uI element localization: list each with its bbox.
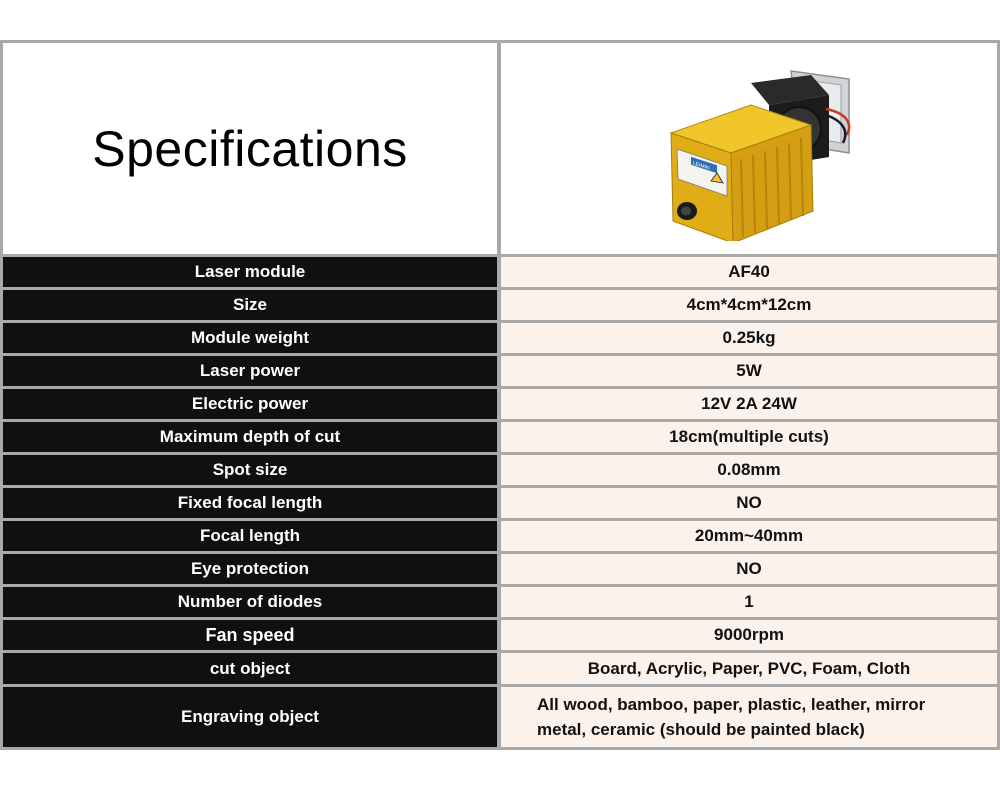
page-title: Specifications (92, 120, 408, 177)
spec-row (3, 488, 997, 518)
laser-module-image (661, 61, 871, 241)
spec-row (3, 554, 997, 584)
spec-label: Size (3, 290, 497, 320)
spec-row (3, 521, 997, 551)
spec-sheet (0, 40, 1000, 750)
spec-label: Maximum depth of cut (3, 422, 497, 452)
spec-row (3, 257, 997, 287)
spec-label: Spot size (3, 455, 497, 485)
spec-label: Fixed focal length (3, 488, 497, 518)
spec-value: 18cm(multiple cuts) (501, 422, 997, 452)
spec-value: NO (501, 488, 997, 518)
spec-row (3, 687, 997, 747)
spec-value: AF40 (501, 257, 997, 287)
spec-value: 0.25kg (501, 323, 997, 353)
spec-label: Laser power (3, 356, 497, 386)
spec-label: Module weight (3, 323, 497, 353)
spec-row (3, 422, 997, 452)
spec-row (3, 620, 997, 650)
spec-value: 9000rpm (501, 620, 997, 650)
spec-value: 4cm*4cm*12cm (501, 290, 997, 320)
spec-row (3, 356, 997, 386)
spec-label: Number of diodes (3, 587, 497, 617)
spec-label: Eye protection (3, 554, 497, 584)
spec-row (3, 653, 997, 684)
spec-label: Laser module (3, 257, 497, 287)
title-cell (3, 43, 497, 254)
spec-value: NO (501, 554, 997, 584)
spec-label: Engraving object (3, 687, 497, 747)
spec-row (3, 290, 997, 320)
spec-value: 12V 2A 24W (501, 389, 997, 419)
product-image-cell (501, 43, 997, 254)
spec-row (3, 455, 997, 485)
spec-row (3, 323, 997, 353)
spec-value: All wood, bamboo, paper, plastic, leather, mirror metal, ceramic (should be painted black) (501, 687, 997, 747)
spec-header (3, 43, 997, 254)
spec-label: Focal length (3, 521, 497, 551)
spec-value: 1 (501, 587, 997, 617)
spec-value: Board, Acrylic, Paper, PVC, Foam, Cloth (501, 653, 997, 684)
spec-row (3, 587, 997, 617)
spec-row (3, 389, 997, 419)
spec-value: 20mm~40mm (501, 521, 997, 551)
spec-value: 5W (501, 356, 997, 386)
module-label-text: LEIMIN (693, 160, 710, 172)
spec-label: Electric power (3, 389, 497, 419)
spec-label: cut object (3, 653, 497, 684)
spec-value: 0.08mm (501, 455, 997, 485)
spec-label: Fan speed (3, 620, 497, 650)
